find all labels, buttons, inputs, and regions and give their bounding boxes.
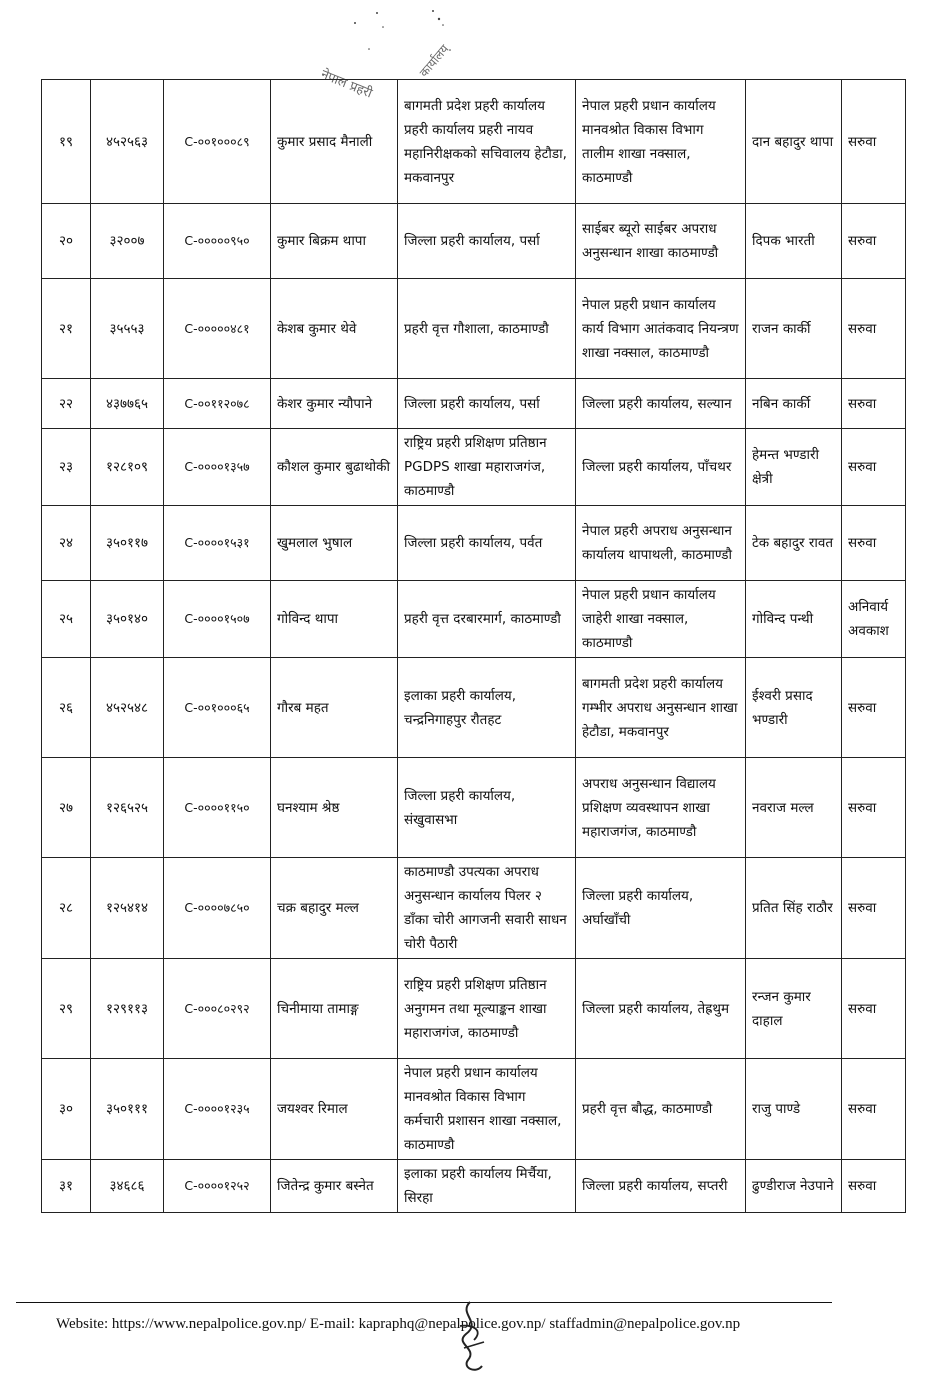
serial-cell: २६: [42, 658, 91, 758]
table-row: [42, 506, 906, 581]
serial-cell: २२: [42, 379, 91, 429]
remark-cell: सरुवा: [842, 1160, 906, 1213]
remark-cell: सरुवा: [842, 658, 906, 758]
table-row: [42, 379, 906, 429]
current-office-cell: इलाका प्रहरी कार्यालय, चन्द्रनिगाहपुर रौतहट: [398, 658, 576, 758]
name-cell: कौशल कुमार बुढाथोकी: [271, 429, 398, 506]
current-office-cell: जिल्ला प्रहरी कार्यालय, पर्वत: [398, 506, 576, 581]
name-cell: कुमार प्रसाद मैनाली: [271, 80, 398, 204]
current-office-cell: जिल्ला प्रहरी कार्यालय, पर्सा: [398, 379, 576, 429]
replacement-cell: नवराज मल्ल: [746, 758, 842, 858]
police-id-cell: ३५०१११: [91, 1059, 164, 1160]
code-cell: C-००१०००८९: [164, 80, 271, 204]
name-cell: घनश्याम श्रेष्ठ: [271, 758, 398, 858]
code-cell: C-०००००४८१: [164, 279, 271, 379]
footer-contact: Website: https://www.nepalpolice.gov.np/ E-mail: kapraphq@nepalpolice.gov.np/ staffadmin@nepalpolice.gov.np: [56, 1316, 741, 1332]
code-cell: C-००००१५०७: [164, 581, 271, 658]
police-id-cell: १२९११३: [91, 959, 164, 1059]
replacement-cell: रन्जन कुमार दाहाल: [746, 959, 842, 1059]
current-office-cell: नेपाल प्रहरी प्रधान कार्यालय मानवश्रोत विकास विभाग कर्मचारी प्रशासन शाखा नक्साल, काठमाण्डौ: [398, 1059, 576, 1160]
replacement-cell: राजु पाण्डे: [746, 1059, 842, 1160]
remark-cell: सरुवा: [842, 1059, 906, 1160]
current-office-cell: प्रहरी वृत्त गौशाला, काठमाण्डौ: [398, 279, 576, 379]
remark-cell: सरुवा: [842, 204, 906, 279]
name-cell: गोविन्द थापा: [271, 581, 398, 658]
remark-cell: सरुवा: [842, 959, 906, 1059]
name-cell: चिनीमाया तामाङ्ग: [271, 959, 398, 1059]
table-row: [42, 204, 906, 279]
police-id-cell: ४५२५४८: [91, 658, 164, 758]
replacement-cell: नबिन कार्की: [746, 379, 842, 429]
table-row: [42, 758, 906, 858]
name-cell: केशर कुमार न्यौपाने: [271, 379, 398, 429]
new-office-cell: जिल्ला प्रहरी कार्यालय, अर्घाखाँची: [576, 858, 746, 959]
name-cell: गौरब महत: [271, 658, 398, 758]
replacement-cell: दिपक भारती: [746, 204, 842, 279]
code-cell: C-००१०००६५: [164, 658, 271, 758]
table-body: [42, 80, 906, 1213]
new-office-cell: नेपाल प्रहरी प्रधान कार्यालय मानवश्रोत विकास विभाग तालीम शाखा नक्साल, काठमाण्डौ: [576, 80, 746, 204]
remark-cell: सरुवा: [842, 80, 906, 204]
current-office-cell: जिल्ला प्रहरी कार्यालय, संखुवासभा: [398, 758, 576, 858]
serial-cell: २०: [42, 204, 91, 279]
table-row: [42, 1160, 906, 1213]
handwritten-signature: [448, 1296, 498, 1376]
remark-cell: सरुवा: [842, 758, 906, 858]
new-office-cell: साईबर ब्यूरो साईबर अपराध अनुसन्धान शाखा काठमाण्डौ: [576, 204, 746, 279]
table-row: [42, 858, 906, 959]
remark-cell: सरुवा: [842, 506, 906, 581]
code-cell: C-००००१५३१: [164, 506, 271, 581]
code-cell: C-००००७८५०: [164, 858, 271, 959]
new-office-cell: बागमती प्रदेश प्रहरी कार्यालय गम्भीर अपराध अनुसन्धान शाखा हेटौडा, मकवानपुर: [576, 658, 746, 758]
name-cell: खुमलाल भुषाल: [271, 506, 398, 581]
stamp-arc-text-2: कार्यालय: [416, 41, 452, 80]
police-id-cell: १२८१०९: [91, 429, 164, 506]
replacement-cell: गोविन्द पन्थी: [746, 581, 842, 658]
current-office-cell: काठमाण्डौ उपत्यका अपराध अनुसन्धान कार्यालय पिलर २ डाँका चोरी आगजनी सवारी साधन चोरी पैठारी: [398, 858, 576, 959]
table-row: [42, 658, 906, 758]
serial-cell: २५: [42, 581, 91, 658]
table-row: [42, 959, 906, 1059]
stamp-arc-text: नेपाल प्रहरी: [318, 67, 375, 102]
remark-cell: अनिवार्य अवकाश: [842, 581, 906, 658]
code-cell: C-००००११५०: [164, 758, 271, 858]
police-id-cell: ३२००७: [91, 204, 164, 279]
transfer-table: [41, 79, 906, 1213]
serial-cell: २४: [42, 506, 91, 581]
new-office-cell: प्रहरी वृत्त बौद्ध, काठमाण्डौ: [576, 1059, 746, 1160]
serial-cell: २९: [42, 959, 91, 1059]
code-cell: C-०००००९५०: [164, 204, 271, 279]
table-row: [42, 429, 906, 506]
serial-cell: ३०: [42, 1059, 91, 1160]
replacement-cell: दान बहादुर थापा: [746, 80, 842, 204]
table-row: [42, 279, 906, 379]
police-id-cell: १२५४१४: [91, 858, 164, 959]
police-id-cell: ४३७७६५: [91, 379, 164, 429]
name-cell: जितेन्द्र कुमार बस्नेत: [271, 1160, 398, 1213]
current-office-cell: राष्ट्रिय प्रहरी प्रशिक्षण प्रतिष्ठान PGDPS शाखा महाराजगंज, काठमाण्डौ: [398, 429, 576, 506]
new-office-cell: नेपाल प्रहरी अपराध अनुसन्धान कार्यालय थापाथली, काठमाण्डौ: [576, 506, 746, 581]
police-id-cell: ४५२५६३: [91, 80, 164, 204]
remark-cell: सरुवा: [842, 429, 906, 506]
name-cell: केशब कुमार थेवे: [271, 279, 398, 379]
code-cell: C-००००१३५७: [164, 429, 271, 506]
new-office-cell: नेपाल प्रहरी प्रधान कार्यालय जाहेरी शाखा नक्साल, काठमाण्डौ: [576, 581, 746, 658]
current-office-cell: जिल्ला प्रहरी कार्यालय, पर्सा: [398, 204, 576, 279]
code-cell: C-००००१२३५: [164, 1059, 271, 1160]
replacement-cell: ईश्वरी प्रसाद भण्डारी: [746, 658, 842, 758]
table-row: [42, 1059, 906, 1160]
code-cell: C-००११२०७८: [164, 379, 271, 429]
replacement-cell: ढुण्डीराज नेउपाने: [746, 1160, 842, 1213]
footer-divider: [16, 1302, 832, 1303]
serial-cell: १९: [42, 80, 91, 204]
serial-cell: ३१: [42, 1160, 91, 1213]
current-office-cell: बागमती प्रदेश प्रहरी कार्यालय प्रहरी कार्यालय प्रहरी नायव महानिरीक्षकको सचिवालय हेटौडा, मकवानपुर: [398, 80, 576, 204]
current-office-cell: राष्ट्रिय प्रहरी प्रशिक्षण प्रतिष्ठान अनुगमन तथा मूल्याङ्कन शाखा महाराजगंज, काठमाण्डौ: [398, 959, 576, 1059]
name-cell: चक्र बहादुर मल्ल: [271, 858, 398, 959]
current-office-cell: प्रहरी वृत्त दरबारमार्ग, काठमाण्डौ: [398, 581, 576, 658]
police-id-cell: ३५०१४०: [91, 581, 164, 658]
serial-cell: २७: [42, 758, 91, 858]
current-office-cell: इलाका प्रहरी कार्यालय मिर्चैया, सिरहा: [398, 1160, 576, 1213]
new-office-cell: अपराध अनुसन्धान विद्यालय प्रशिक्षण व्यवस्थापन शाखा महाराजगंज, काठमाण्डौ: [576, 758, 746, 858]
table-row: [42, 80, 906, 204]
replacement-cell: प्रतित सिंह राठौर: [746, 858, 842, 959]
code-cell: C-००००१२५२: [164, 1160, 271, 1213]
name-cell: जयश्वर रिमाल: [271, 1059, 398, 1160]
table-row: [42, 581, 906, 658]
police-id-cell: ३४६८६: [91, 1160, 164, 1213]
replacement-cell: टेक बहादुर रावत: [746, 506, 842, 581]
replacement-cell: राजन कार्की: [746, 279, 842, 379]
new-office-cell: जिल्ला प्रहरी कार्यालय, सप्तरी: [576, 1160, 746, 1213]
remark-cell: सरुवा: [842, 858, 906, 959]
new-office-cell: जिल्ला प्रहरी कार्यालय, तेह्रथुम: [576, 959, 746, 1059]
replacement-cell: हेमन्त भण्डारी क्षेत्री: [746, 429, 842, 506]
serial-cell: २८: [42, 858, 91, 959]
police-id-cell: १२६५२५: [91, 758, 164, 858]
name-cell: कुमार बिक्रम थापा: [271, 204, 398, 279]
remark-cell: सरुवा: [842, 379, 906, 429]
serial-cell: २३: [42, 429, 91, 506]
remark-cell: सरुवा: [842, 279, 906, 379]
code-cell: C-०००८०२९२: [164, 959, 271, 1059]
police-id-cell: ३५५५३: [91, 279, 164, 379]
new-office-cell: जिल्ला प्रहरी कार्यालय, सल्यान: [576, 379, 746, 429]
new-office-cell: जिल्ला प्रहरी कार्यालय, पाँचथर: [576, 429, 746, 506]
police-id-cell: ३५०११७: [91, 506, 164, 581]
serial-cell: २१: [42, 279, 91, 379]
new-office-cell: नेपाल प्रहरी प्रधान कार्यालय कार्य विभाग आतंकवाद नियन्त्रण शाखा नक्साल, काठमाण्डौ: [576, 279, 746, 379]
